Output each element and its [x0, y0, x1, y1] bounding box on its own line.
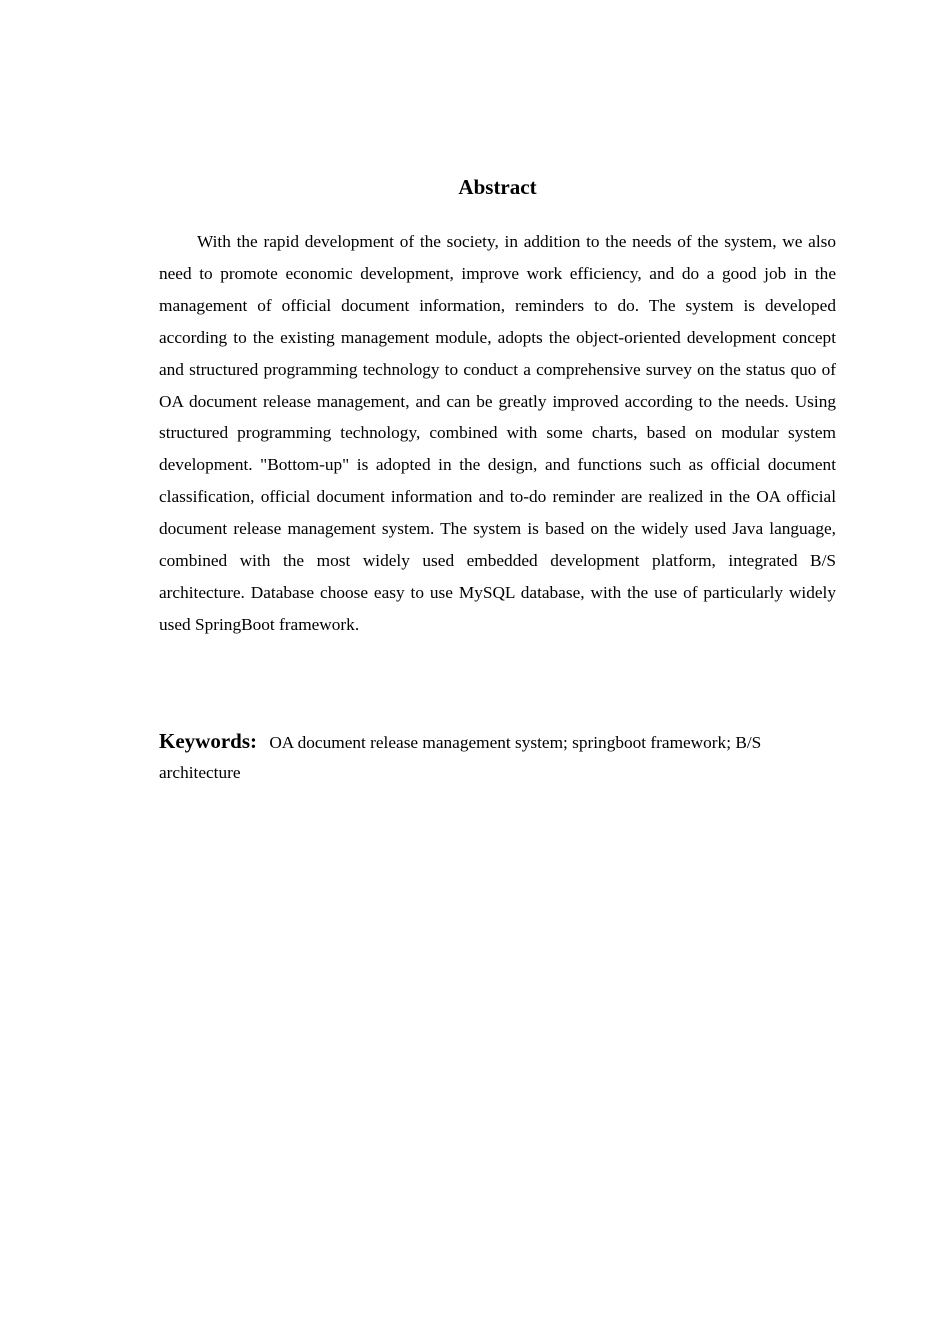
abstract-title: Abstract: [458, 175, 537, 199]
keywords-list: OA document release management system; springboot framework; B/S architecture: [159, 733, 762, 782]
abstract-paragraph: With the rapid development of the society, in addition to the needs of the system, we also need to promote economic development, improve work efficiency, and do a good job in the management of official document information, reminders to do. The system is developed according to the existing management module, adopts the object-oriented development concept and structured programming technology to conduct a comprehensive survey on the status quo of OA document release management, and can be greatly improved according to the needs. Using structured programming technology, combined with some charts, based on modular system development. "Bottom-up" is adopted in the design, and functions such as official document classification, official document information and to-do reminder are realized in the OA official document release management system. The system is based on the widely used Java language, combined with the most widely used embedded development platform, integrated B/S architecture. Database choose easy to use MySQL database, with the use of particularly widely used SpringBoot framework.: [159, 232, 836, 634]
keywords-section: [159, 726, 836, 788]
abstract-section: [159, 170, 836, 641]
keywords-label: Keywords:: [159, 729, 257, 753]
